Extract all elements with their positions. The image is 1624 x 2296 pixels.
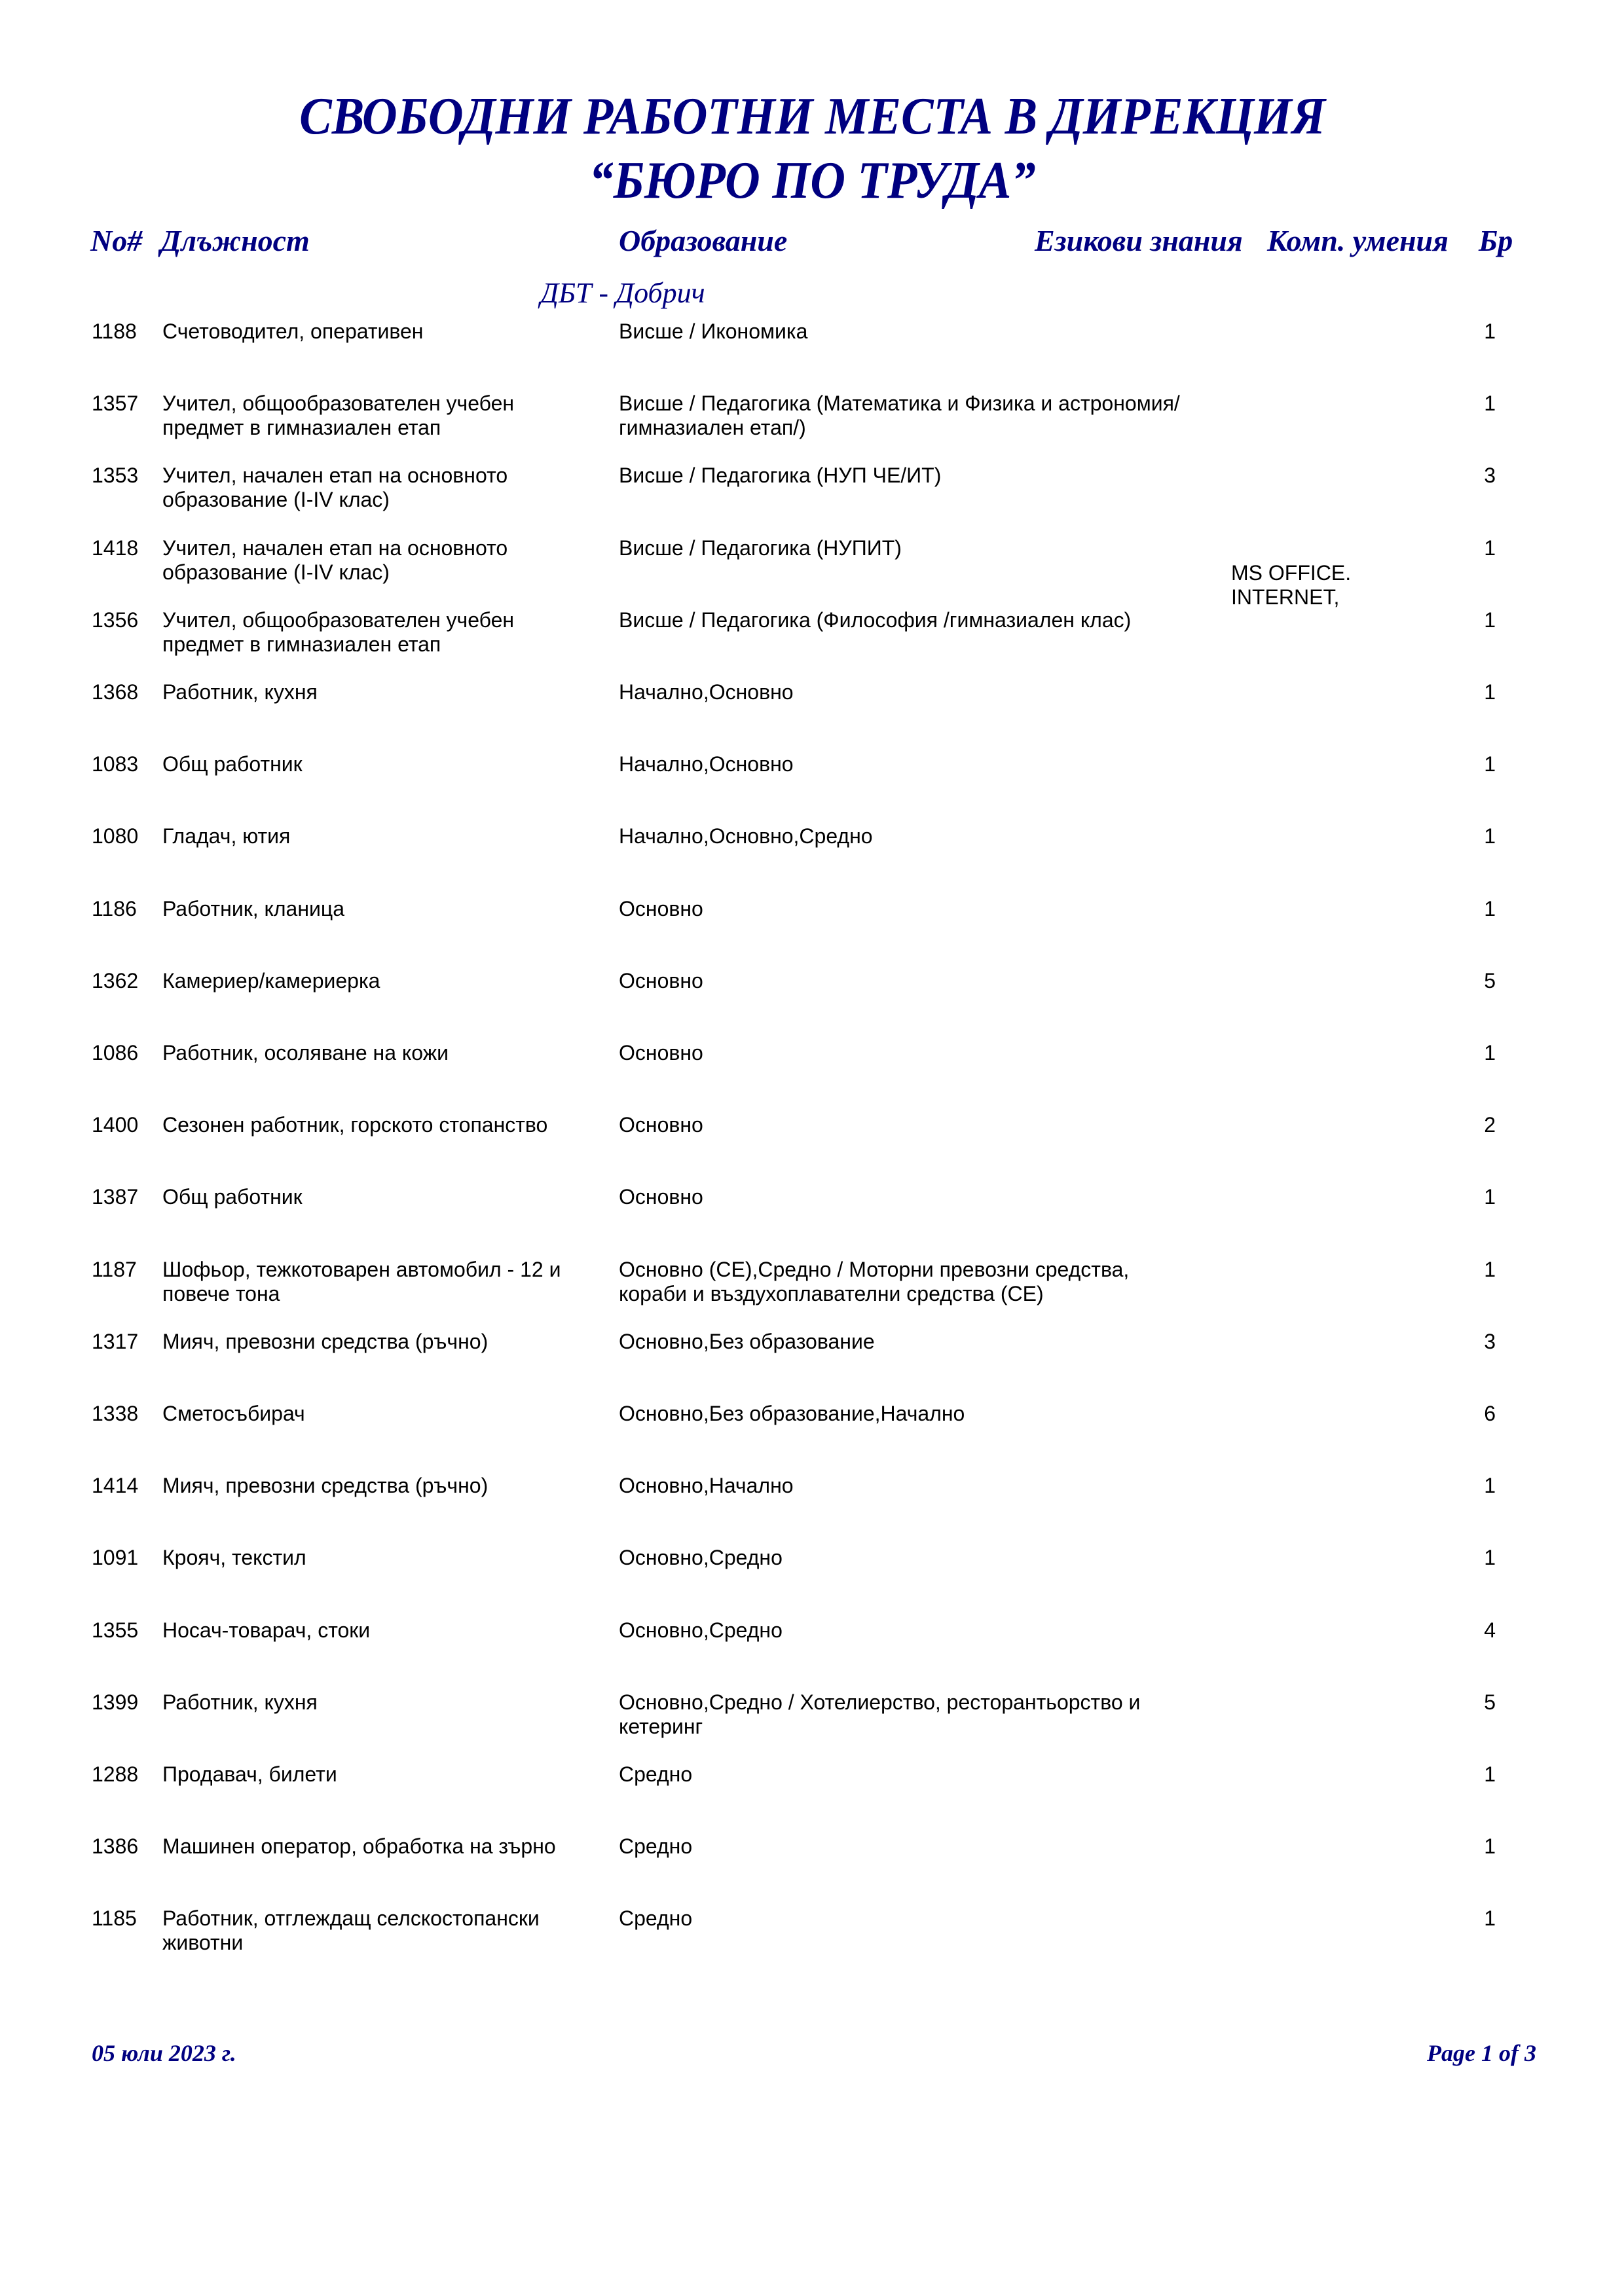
row-education: Висше / Педагогика (НУП ЧЕ/ИТ) — [619, 464, 942, 487]
row-education: Начално,Основно — [619, 752, 794, 776]
row-count: 1 — [1484, 752, 1496, 776]
row-education: Основно,Средно — [619, 1546, 783, 1569]
row-education: Висше / Педагогика (НУПИТ) — [619, 536, 902, 560]
row-education: Основно,Средно / Хотелиерство, ресторантьорство и кетеринг — [619, 1690, 1141, 1738]
row-education: Основно — [619, 897, 703, 920]
row-number: 1288 — [92, 1762, 139, 1786]
row-count: 2 — [1484, 1113, 1496, 1137]
row-position: Сметосъбирач — [162, 1402, 305, 1425]
row-education: Основно,Без образование — [619, 1330, 875, 1353]
row-education: Основно,Средно — [619, 1618, 783, 1642]
table-row — [0, 1185, 1624, 1250]
row-education: Основно — [619, 1041, 703, 1065]
row-number: 1185 — [92, 1906, 137, 1930]
row-education: Основно — [619, 1185, 703, 1209]
table-row — [0, 464, 1624, 529]
row-count: 1 — [1484, 392, 1496, 415]
table-row — [0, 1834, 1624, 1900]
row-count: 1 — [1484, 1258, 1496, 1281]
table-row — [0, 1113, 1624, 1178]
row-position: Работник, кухня — [162, 1690, 318, 1714]
table-row — [0, 319, 1624, 385]
row-number: 1338 — [92, 1402, 139, 1425]
row-number: 1086 — [92, 1041, 139, 1065]
table-row — [0, 680, 1624, 746]
row-number: 1387 — [92, 1185, 139, 1209]
row-education: Висше / Икономика — [619, 319, 808, 343]
row-education: Начално,Основно — [619, 680, 794, 704]
row-number: 1357 — [92, 392, 139, 415]
column-header-education: Образование — [619, 224, 788, 257]
row-count: 1 — [1484, 824, 1496, 848]
table-row — [0, 1762, 1624, 1828]
column-header-computer-skills: Комп. умения — [1267, 224, 1449, 257]
row-number: 1187 — [92, 1258, 137, 1281]
table-row — [0, 536, 1624, 609]
row-position: Продавач, билети — [162, 1762, 337, 1786]
row-count: 5 — [1484, 969, 1496, 993]
row-number: 1400 — [92, 1113, 139, 1137]
column-header-count: Бр — [1479, 224, 1513, 257]
row-count: 1 — [1484, 319, 1496, 343]
row-count: 1 — [1484, 1546, 1496, 1569]
row-education: Основно (CE),Средно / Моторни превозни средства, кораби и въздухоплавателни средства (CE) — [619, 1258, 1130, 1305]
row-number: 1317 — [92, 1330, 139, 1353]
row-count: 3 — [1484, 464, 1496, 487]
row-number: 1399 — [92, 1690, 139, 1714]
table-row — [0, 1690, 1624, 1756]
row-count: 1 — [1484, 1906, 1496, 1930]
row-number: 1188 — [92, 319, 137, 343]
row-count: 1 — [1484, 1041, 1496, 1065]
table-row — [0, 1402, 1624, 1467]
row-number: 1091 — [92, 1546, 139, 1569]
row-count: 5 — [1484, 1690, 1496, 1714]
row-position: Носач-товарач, стоки — [162, 1618, 371, 1642]
row-count: 1 — [1484, 1474, 1496, 1497]
row-number: 1418 — [92, 536, 139, 560]
table-row — [0, 969, 1624, 1034]
column-header-no: No# — [90, 224, 143, 257]
row-position: Учител, общообразователен учебен предмет в гимназиален етап — [162, 608, 515, 656]
table-row — [0, 824, 1624, 890]
row-education: Основно — [619, 969, 703, 993]
row-number: 1362 — [92, 969, 139, 993]
row-education: Висше / Педагогика (Философия /гимназиален клас) — [619, 608, 1132, 632]
footer-page-number: Page 1 of 3 — [1427, 2040, 1536, 2066]
row-position: Камериер/камериерка — [162, 969, 380, 993]
row-position: Работник, кланица — [162, 897, 344, 920]
row-position: Работник, отглеждащ селскостопански животни — [162, 1906, 540, 1954]
column-header-languages: Езикови знания — [1035, 224, 1243, 257]
table-row — [0, 1041, 1624, 1106]
row-number: 1355 — [92, 1618, 139, 1642]
table-row — [0, 1330, 1624, 1395]
row-position: Работник, кухня — [162, 680, 318, 704]
row-computer-skills: MS OFFICE. INTERNET, — [1231, 561, 1352, 609]
row-position: Учител, начален етап на основното образование (I-IV клас) — [162, 536, 508, 584]
table-row — [0, 1546, 1624, 1611]
row-count: 1 — [1484, 608, 1496, 632]
row-count: 1 — [1484, 1834, 1496, 1858]
row-position: Учител, начален етап на основното образование (I-IV клас) — [162, 464, 508, 511]
row-education: Висше / Педагогика (Математика и Физика и астрономия/ гимназиален етап/) — [619, 392, 1180, 439]
row-education: Основно,Без образование,Начално — [619, 1402, 965, 1425]
row-position: Крояч, текстил — [162, 1546, 306, 1569]
row-count: 1 — [1484, 1762, 1496, 1786]
row-education: Средно — [619, 1906, 693, 1930]
row-number: 1186 — [92, 897, 137, 920]
row-count: 1 — [1484, 1185, 1496, 1209]
table-row — [0, 1618, 1624, 1684]
row-number: 1353 — [92, 464, 139, 487]
footer-date: 05 юли 2023 г. — [92, 2040, 236, 2066]
row-number: 1368 — [92, 680, 139, 704]
row-position: Машинен оператор, обработка на зърно — [162, 1834, 556, 1858]
table-row — [0, 608, 1624, 674]
row-education: Начално,Основно,Средно — [619, 824, 873, 848]
row-count: 1 — [1484, 536, 1496, 560]
section-title: ДБТ - Добрич — [540, 277, 705, 309]
row-number: 1414 — [92, 1474, 139, 1497]
row-count: 4 — [1484, 1618, 1496, 1642]
row-count: 3 — [1484, 1330, 1496, 1353]
row-number: 1083 — [92, 752, 139, 776]
row-education: Средно — [619, 1834, 693, 1858]
row-position: Шофьор, тежкотоварен автомобил - 12 и повече тона — [162, 1258, 561, 1305]
page-title-line-1: СВОБОДНИ РАБОТНИ МЕСТА В ДИРЕКЦИЯ — [299, 88, 1326, 145]
row-count: 6 — [1484, 1402, 1496, 1425]
row-count: 1 — [1484, 897, 1496, 920]
row-position: Гладач, ютия — [162, 824, 291, 848]
row-position: Общ работник — [162, 752, 303, 776]
row-education: Основно,Начално — [619, 1474, 794, 1497]
row-education: Основно — [619, 1113, 703, 1137]
table-row — [0, 1474, 1624, 1539]
row-position: Общ работник — [162, 1185, 303, 1209]
row-education: Средно — [619, 1762, 693, 1786]
row-position: Мияч, превозни средства (ръчно) — [162, 1474, 489, 1497]
row-count: 1 — [1484, 680, 1496, 704]
row-position: Работник, осоляване на кожи — [162, 1041, 449, 1065]
page-title-line-2: “БЮРО ПО ТРУДА” — [589, 152, 1036, 210]
row-position: Мияч, превозни средства (ръчно) — [162, 1330, 489, 1353]
table-row — [0, 1906, 1624, 1972]
row-number: 1386 — [92, 1834, 139, 1858]
row-position: Сезонен работник, горското стопанство — [162, 1113, 548, 1137]
table-row — [0, 897, 1624, 962]
table-row — [0, 1258, 1624, 1323]
row-position: Счетоводител, оперативен — [162, 319, 424, 343]
row-position: Учител, общообразователен учебен предмет в гимназиален етап — [162, 392, 515, 439]
column-header-position: Длъжност — [160, 224, 310, 257]
row-number: 1080 — [92, 824, 139, 848]
table-row — [0, 392, 1624, 457]
table-row — [0, 752, 1624, 818]
row-number: 1356 — [92, 608, 139, 632]
